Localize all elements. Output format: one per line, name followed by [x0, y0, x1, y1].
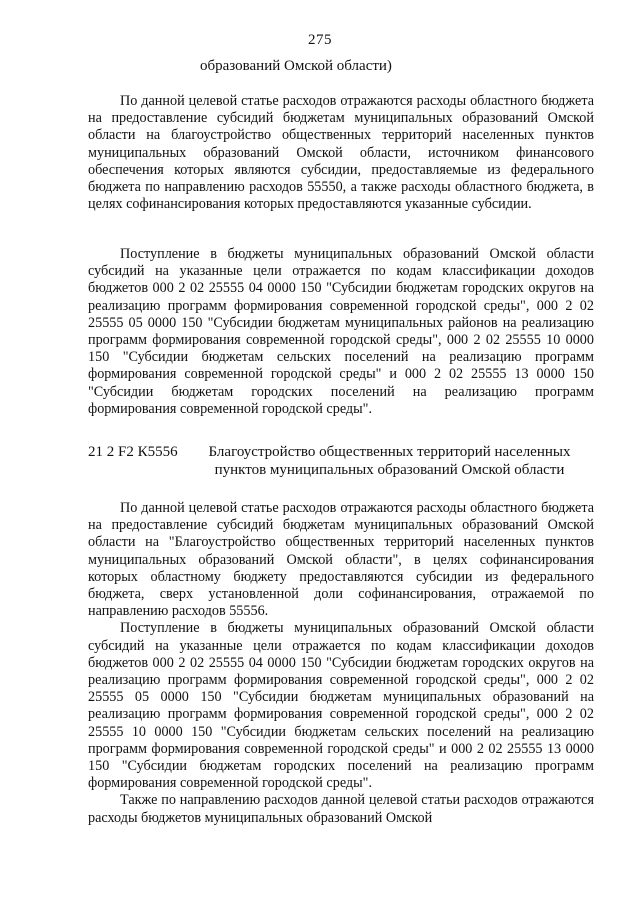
paragraph: По данной целевой статье расходов отражаются расходы областного бюджета на предоставление субсидий бюджетам муниципальных образований Омской области на благоустройство общественных территорий населенных пунктов муниципальных образований Омской области, источником финансового обеспечения которых являются субсидии, предоставляемые из федерального бюджета по направлению расходов 55550, а также расходы областного бюджета, в целях софинансирования которых предоставляются указанные субсидии.: [88, 93, 594, 213]
article-code: 21 2 F2 К5556: [88, 444, 178, 460]
paragraph: Также по направлению расходов данной целевой статьи расходов отражаются расходы бюджетов муниципальных образований Омской: [88, 792, 594, 826]
paragraph: По данной целевой статье расходов отражаются расходы областного бюджета на предоставление субсидий бюджетам муниципальных образований Омской области на "Благоустройство общественных территорий населенных пунктов муниципальных образований Омской области", в целях софинансирования которых областному бюджету предоставляются субсидии из федерального бюджета, сверх установленной доли софинансирования, отражаемой по направлению расходов 55556.: [88, 500, 594, 620]
continued-heading: образований Омской области): [200, 58, 392, 74]
section-1: [88, 93, 594, 213]
paragraph: Поступление в бюджеты муниципальных образований Омской области субсидий на указанные цели отражается по кодам классификации доходов бюджетов 000 2 02 25555 04 0000 150 "Субсидии бюджетам городских округов на реализацию программ формирования современной городской среды", 000 2 02 25555 05 0000 150 "Субсидии бюджетам муниципальных районов на реализацию программ формирования современной городской среды", 000 2 02 25555 10 0000 150 "Субсидии бюджетам сельских поселений на реализацию программ формирования современной городской среды" и 000 2 02 25555 13 0000 150 "Субсидии бюджетам городских поселений на реализацию программ формирования современной городской среды".: [88, 246, 594, 417]
article-title: Благоустройство общественных территорий населенных пунктов муниципальных образований Омской области: [208, 444, 571, 478]
paragraph: Поступление в бюджеты муниципальных образований Омской области субсидий на указанные цели отражается по кодам классификации доходов бюджетов 000 2 02 25555 04 0000 150 "Субсидии бюджетам городских округов на реализацию программ формирования современной городской среды", 000 2 02 25555 05 0000 150 "Субсидии бюджетам муниципальных образований на реализацию программ формирования современной городской среды", 000 2 02 25555 10 0000 150 "Субсидии бюджетам сельских поселений на реализацию программ формирования современной городской среды" и 000 2 02 25555 13 0000 150 "Субсидии бюджетам городских поселений на реализацию программ формирования современной городской среды".: [88, 620, 594, 792]
section-3: [88, 500, 594, 827]
section-2: [88, 246, 594, 418]
page-number: 275: [308, 32, 332, 48]
